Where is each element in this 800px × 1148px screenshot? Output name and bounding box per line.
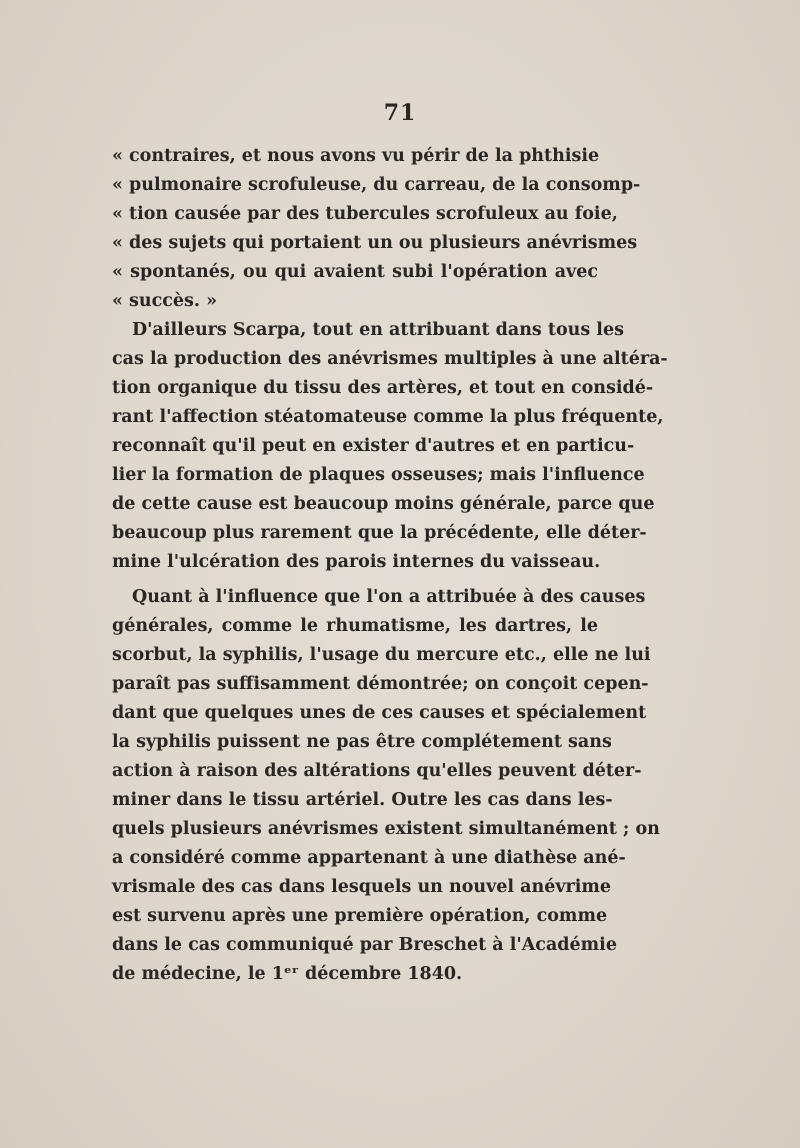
text-line: dans le cas communiqué par Breschet à l'Académie <box>112 935 617 955</box>
paragraph-block <box>112 142 668 577</box>
text-line: rant l'affection stéatomateuse comme la plus fréquente, <box>112 407 664 427</box>
text-line: « tion causée par des tubercules scrofuleux au foie, <box>112 204 618 224</box>
text-line: reconnaît qu'il peut en exister d'autres et en particu- <box>112 436 635 456</box>
text-line: paraît pas suffisamment démontrée; on conçoit cepen- <box>112 674 649 694</box>
text-line: vrismale des cas dans lesquels un nouvel anévrime <box>112 877 612 897</box>
text-line: mine l'ulcération des parois internes du vaisseau. <box>112 552 601 572</box>
text-line: tion organique du tissu des artères, et tout en considé- <box>112 378 654 398</box>
text-line: cas la production des anévrismes multiples à une altéra- <box>112 349 668 369</box>
paragraph-block <box>112 583 660 989</box>
page-number: 71 <box>383 100 417 126</box>
text-line: « contraires, et nous avons vu périr de la phthisie <box>112 146 600 166</box>
text-line: générales, comme le rhumatisme, les dartres, le <box>112 616 598 636</box>
text-line: est survenu après une première opération, comme <box>112 906 608 926</box>
text-line: miner dans le tissu artériel. Outre les cas dans les- <box>112 790 613 810</box>
text-line: lier la formation de plaques osseuses; mais l'influence <box>112 465 645 485</box>
text-line: action à raison des altérations qu'elles peuvent déter- <box>112 761 642 781</box>
text-line: a considéré comme appartenant à une diathèse ané- <box>112 848 626 868</box>
text-line: D'ailleurs Scarpa, tout en attribuant dans tous les <box>132 320 624 340</box>
text-line: « succès. » <box>112 291 218 311</box>
text-line: beaucoup plus rarement que la précédente, elle déter- <box>112 523 647 543</box>
text-line: dant que quelques unes de ces causes et spécialement <box>112 703 647 723</box>
text-line: scorbut, la syphilis, l'usage du mercure etc., elle ne lui <box>112 645 651 665</box>
text-line: Quant à l'influence que l'on a attribuée à des causes <box>132 587 646 607</box>
text-line: de médecine, le 1ᵉʳ décembre 1840. <box>112 964 463 984</box>
text-line: « des sujets qui portaient un ou plusieurs anévrismes <box>112 233 638 253</box>
text-line: « spontanés, ou qui avaient subi l'opération avec <box>112 262 598 282</box>
text-line: quels plusieurs anévrismes existent simultanément ; on <box>112 819 660 839</box>
text-line: « pulmonaire scrofuleuse, du carreau, de la consomp- <box>112 175 641 195</box>
text-line: de cette cause est beaucoup moins générale, parce que <box>112 494 655 514</box>
text-line: la syphilis puissent ne pas être complétement sans <box>112 732 612 752</box>
